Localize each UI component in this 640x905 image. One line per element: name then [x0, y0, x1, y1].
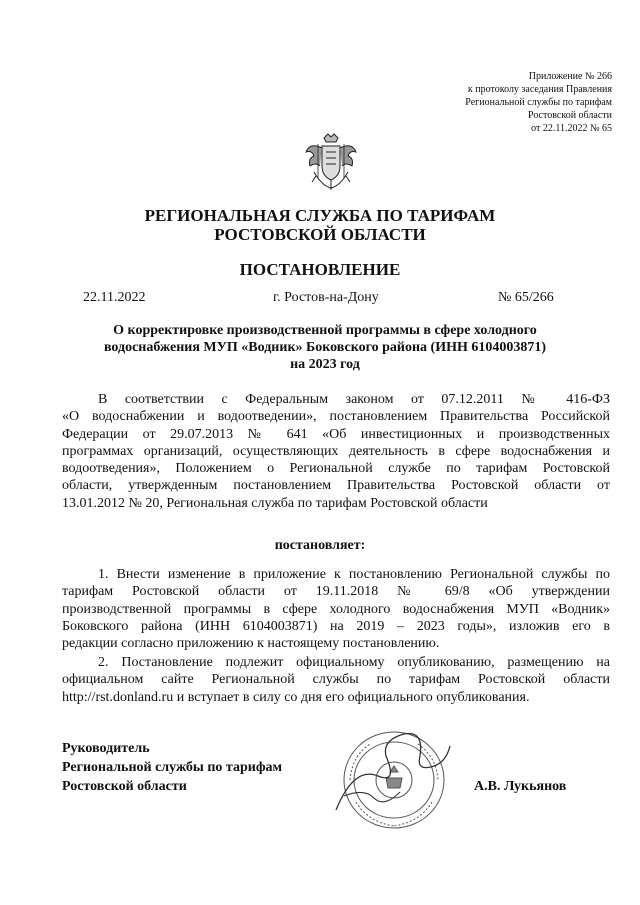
- document-city: г. Ростов-на-Дону: [273, 290, 379, 305]
- signatory-name: А.В. Лукьянов: [474, 779, 567, 794]
- signatory-position: [62, 739, 282, 796]
- paragraph-line: http://rst.donland.ru и вступает в силу со дня его официального опубликования.: [62, 689, 530, 705]
- item-2-paragraph: [62, 654, 610, 706]
- document-subject: [60, 322, 590, 373]
- appendix-line: Ростовской области: [528, 110, 612, 121]
- paragraph-line: 13.01.2012 № 20, Региональная служба по тарифам Ростовской области: [62, 495, 488, 511]
- item-1-paragraph: [62, 566, 610, 652]
- position-line: Региональной службы по тарифам: [62, 760, 283, 775]
- document-date: 22.11.2022: [83, 290, 146, 305]
- paragraph-line: официальном сайте Региональной службы по тарифам Ростовской области: [62, 672, 610, 688]
- appendix-reference: [372, 70, 612, 135]
- appendix-line: к протоколу заседания Правления: [467, 84, 612, 95]
- organization-name-line2: РОСТОВСКОЙ ОБЛАСТИ: [214, 225, 426, 244]
- paragraph-line: программах организаций, осуществляющих деятельность в сфере водоснабжения и: [62, 443, 610, 459]
- position-line: Руководитель: [62, 741, 150, 756]
- document-type-title: ПОСТАНОВЛЕНИЕ: [239, 260, 401, 279]
- subject-line: водоснабжения МУП «Водник» Боковского района (ИНН 6104003871): [103, 340, 547, 355]
- paragraph-line: Федерации от 29.07.2013 № 641 «Об инвестиционных и производственных: [62, 426, 610, 442]
- coat-of-arms-icon: [302, 132, 360, 192]
- organization-name-line1: РЕГИОНАЛЬНАЯ СЛУЖБА ПО ТАРИФАМ: [144, 206, 496, 225]
- paragraph-line: Боковского района (ИНН 6104003871) на 2019 – 2023 годы», изложив его в: [62, 618, 610, 634]
- subject-line: на 2023 год: [290, 357, 360, 372]
- paragraph-line: тарифам Ростовской области от 19.11.2018 № 69/8 «Об утверждении: [62, 584, 610, 600]
- document-number: № 65/266: [498, 290, 554, 305]
- paragraph-line: В соответствии с Федеральным законом от 07.12.2011 № 416-ФЗ: [98, 392, 610, 407]
- preamble-paragraph: [62, 391, 610, 512]
- paragraph-line: редакции согласно приложению к настоящему постановлению.: [62, 636, 440, 652]
- paragraph-line: производственной программы в сфере холодного водоснабжения МУП «Водник»: [62, 601, 610, 617]
- subject-line: О корректировке производственной программы в сфере холодного: [113, 323, 537, 338]
- resolves-heading: постановляет:: [274, 538, 366, 553]
- paragraph-line: «О водоснабжении и водоотведении», постановлением Правительства Российской: [62, 409, 610, 425]
- appendix-line: Приложение № 266: [528, 71, 612, 82]
- paragraph-line: области, утвержденным постановлением Правительства Ростовской области от: [62, 478, 610, 494]
- position-line: Ростовской области: [62, 779, 187, 794]
- official-seal-icon: [334, 726, 452, 834]
- paragraph-line: 1. Внести изменение в приложение к постановлению Региональной службы по: [98, 567, 610, 582]
- paragraph-line: 2. Постановление подлежит официальному опубликованию, размещению на: [98, 655, 610, 670]
- paragraph-line: водоотведения», Положением о Региональной службе по тарифам Ростовской: [62, 461, 610, 477]
- appendix-line: Региональной службы по тарифам: [465, 97, 612, 108]
- appendix-line: от 22.11.2022 № 65: [531, 123, 612, 134]
